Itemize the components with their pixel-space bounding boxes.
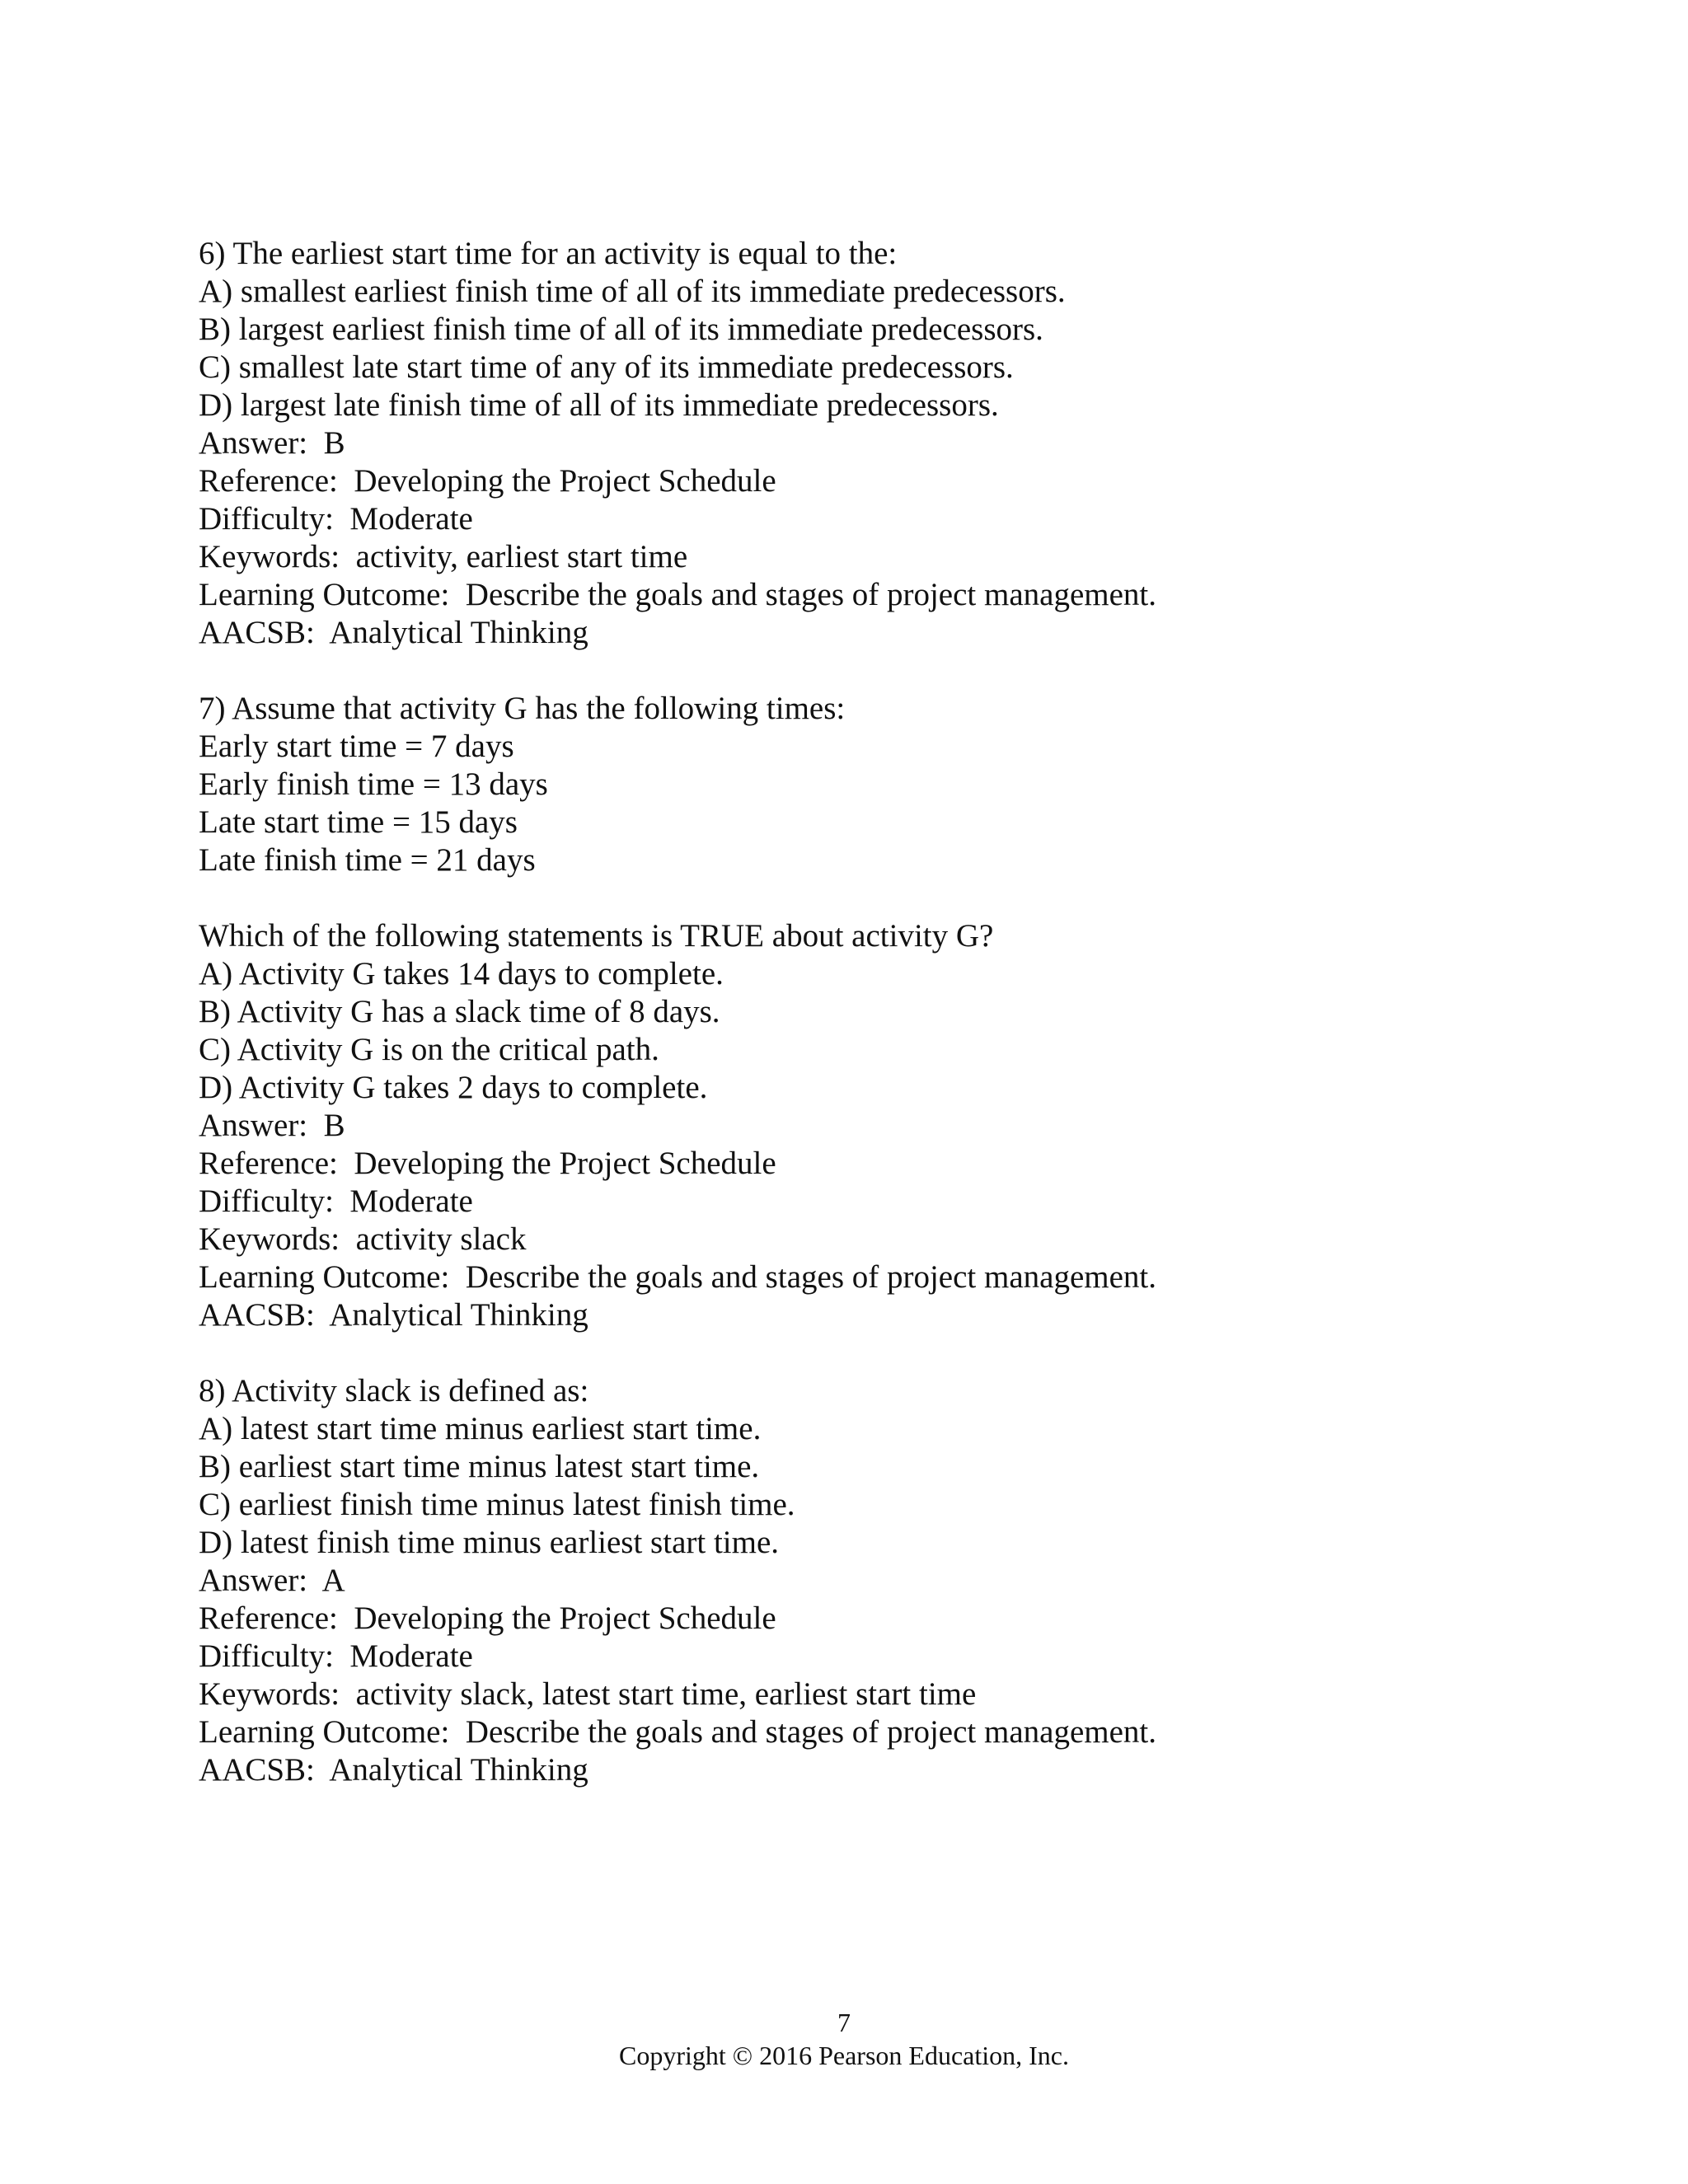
option-a: A) latest start time minus earliest start time. xyxy=(199,1411,762,1446)
difficulty: Difficulty: Moderate xyxy=(199,1638,473,1674)
question-stem: 6) The earliest start time for an activity is equal to the: xyxy=(199,236,898,271)
option-b: B) Activity G has a slack time of 8 days. xyxy=(199,994,720,1029)
question-6 xyxy=(199,235,1517,652)
early-start-time: Early start time = 7 days xyxy=(199,729,514,764)
spacer xyxy=(199,1334,1517,1372)
question-8 xyxy=(199,1372,1517,1789)
option-d: D) latest finish time minus earliest start time. xyxy=(199,1525,780,1560)
keywords: Keywords: activity slack, latest start time, earliest start time xyxy=(199,1676,977,1712)
reference: Reference: Developing the Project Schedule xyxy=(199,1146,776,1181)
option-a: A) Activity G takes 14 days to complete. xyxy=(199,956,724,991)
reference: Reference: Developing the Project Schedule xyxy=(199,463,776,499)
question-stem: 8) Activity slack is defined as: xyxy=(199,1373,589,1408)
early-finish-time: Early finish time = 13 days xyxy=(199,766,548,802)
option-d: D) Activity G takes 2 days to complete. xyxy=(199,1070,708,1105)
keywords: Keywords: activity slack xyxy=(199,1221,527,1257)
keywords: Keywords: activity, earliest start time xyxy=(199,539,688,574)
option-b: B) largest earliest finish time of all of its immediate predecessors. xyxy=(199,312,1043,347)
copyright-notice: Copyright © 2016 Pearson Education, Inc. xyxy=(619,2041,1069,2070)
option-c: C) earliest finish time minus latest finish time. xyxy=(199,1487,795,1522)
question-stem: 7) Assume that activity G has the following times: xyxy=(199,691,846,726)
answer: Answer: B xyxy=(199,425,345,461)
learning-outcome: Learning Outcome: Describe the goals and stages of project management. xyxy=(199,1714,1157,1750)
option-c: C) smallest late start time of any of its immediate predecessors. xyxy=(199,349,1014,385)
answer: Answer: B xyxy=(199,1108,345,1143)
option-b: B) earliest start time minus latest start time. xyxy=(199,1449,760,1484)
learning-outcome: Learning Outcome: Describe the goals and stages of project management. xyxy=(199,1259,1157,1295)
reference: Reference: Developing the Project Schedule xyxy=(199,1601,776,1636)
difficulty: Difficulty: Moderate xyxy=(199,501,473,537)
option-c: C) Activity G is on the critical path. xyxy=(199,1032,659,1067)
late-start-time: Late start time = 15 days xyxy=(199,804,518,840)
spacer xyxy=(199,652,1517,690)
aacsb: AACSB: Analytical Thinking xyxy=(199,1297,588,1333)
aacsb: AACSB: Analytical Thinking xyxy=(199,615,588,650)
option-a: A) smallest earliest finish time of all of its immediate predecessors. xyxy=(199,274,1066,309)
difficulty: Difficulty: Moderate xyxy=(199,1183,473,1219)
option-d: D) largest late finish time of all of its immediate predecessors. xyxy=(199,387,999,423)
learning-outcome: Learning Outcome: Describe the goals and stages of project management. xyxy=(199,577,1157,612)
page-number: 7 xyxy=(837,2008,851,2037)
spacer xyxy=(199,879,1517,917)
question-prompt: Which of the following statements is TRUE about activity G? xyxy=(199,918,994,954)
aacsb: AACSB: Analytical Thinking xyxy=(199,1752,588,1788)
late-finish-time: Late finish time = 21 days xyxy=(199,842,536,878)
page-content xyxy=(199,235,1517,1789)
answer: Answer: A xyxy=(199,1563,345,1598)
question-7 xyxy=(199,690,1517,1334)
